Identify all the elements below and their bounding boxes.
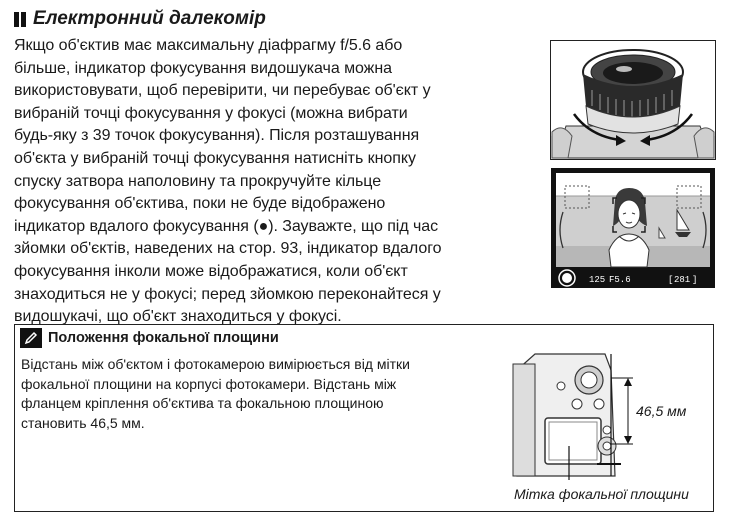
note-header — [15, 325, 279, 351]
aperture-readout: F5.6 — [609, 275, 631, 285]
note-line: фланцем кріплення об'єктива та фокальною площиною — [21, 395, 384, 411]
note-line: фокальної площини на корпусі фотокамери. Відстань між — [21, 375, 397, 392]
section-marker-icon — [14, 12, 26, 27]
section-title: Електронний далекомір — [33, 8, 266, 29]
note-line: становить 46,5 мм. — [21, 414, 145, 431]
body-line: Якщо об'єктив має максимальну діафрагму f/5.6 або — [14, 37, 403, 54]
body-line: більше, індикатор фокусування видошукача можна — [14, 59, 392, 77]
section-body — [14, 35, 461, 329]
frame-count-readout: 281 — [674, 275, 691, 285]
viewfinder-illustration — [551, 168, 715, 288]
flange-distance-label: 46,5 мм — [636, 403, 687, 419]
note-title: Положення фокальної площини — [48, 330, 279, 346]
shutter-speed-readout: 125 — [589, 275, 606, 285]
body-line: зйомки об'єктів, наведених на стор. 93, індикатор вдалого — [14, 240, 442, 258]
frame-count-close-bracket: ] — [692, 275, 698, 285]
body-line: індикатор вдалого фокусування (●). Зауважте, що під час — [14, 217, 439, 235]
body-line: вибраній точці фокусування у фокусі (можна вибрати — [14, 104, 408, 122]
pencil-icon — [20, 328, 42, 348]
frame-count-open-bracket: [ — [668, 275, 674, 285]
body-line: будь-яку з 39 точок фокусування). Після розташування — [14, 127, 420, 145]
body-line: знаходиться не у фокусі; перед зйомкою переконайтеся у — [14, 285, 441, 303]
focal-plane-mark-caption: Мітка фокальної площини — [514, 486, 689, 502]
note-body — [21, 355, 431, 433]
lens-focus-ring-illustration — [550, 40, 716, 160]
body-line: видошукачі, що об'єкт знаходиться у фокусі. — [14, 308, 342, 326]
body-line: використовувати, щоб перевірити, чи перебуває об'єкт у — [14, 82, 431, 100]
body-line: фокусування об'єктива, поки не буде відображено — [14, 195, 386, 213]
note-line: Відстань між об'єктом і фотокамерою вимірюється від мітки — [21, 356, 410, 372]
section-header — [14, 7, 266, 31]
body-line: об'єкта у вибраній точці фокусування натисніть кнопку — [14, 149, 416, 167]
body-line: спуску затвора наполовину та прокручуйте кільце — [14, 172, 382, 190]
body-line: фокусування інколи може відображатися, коли об'єкт — [14, 262, 408, 280]
